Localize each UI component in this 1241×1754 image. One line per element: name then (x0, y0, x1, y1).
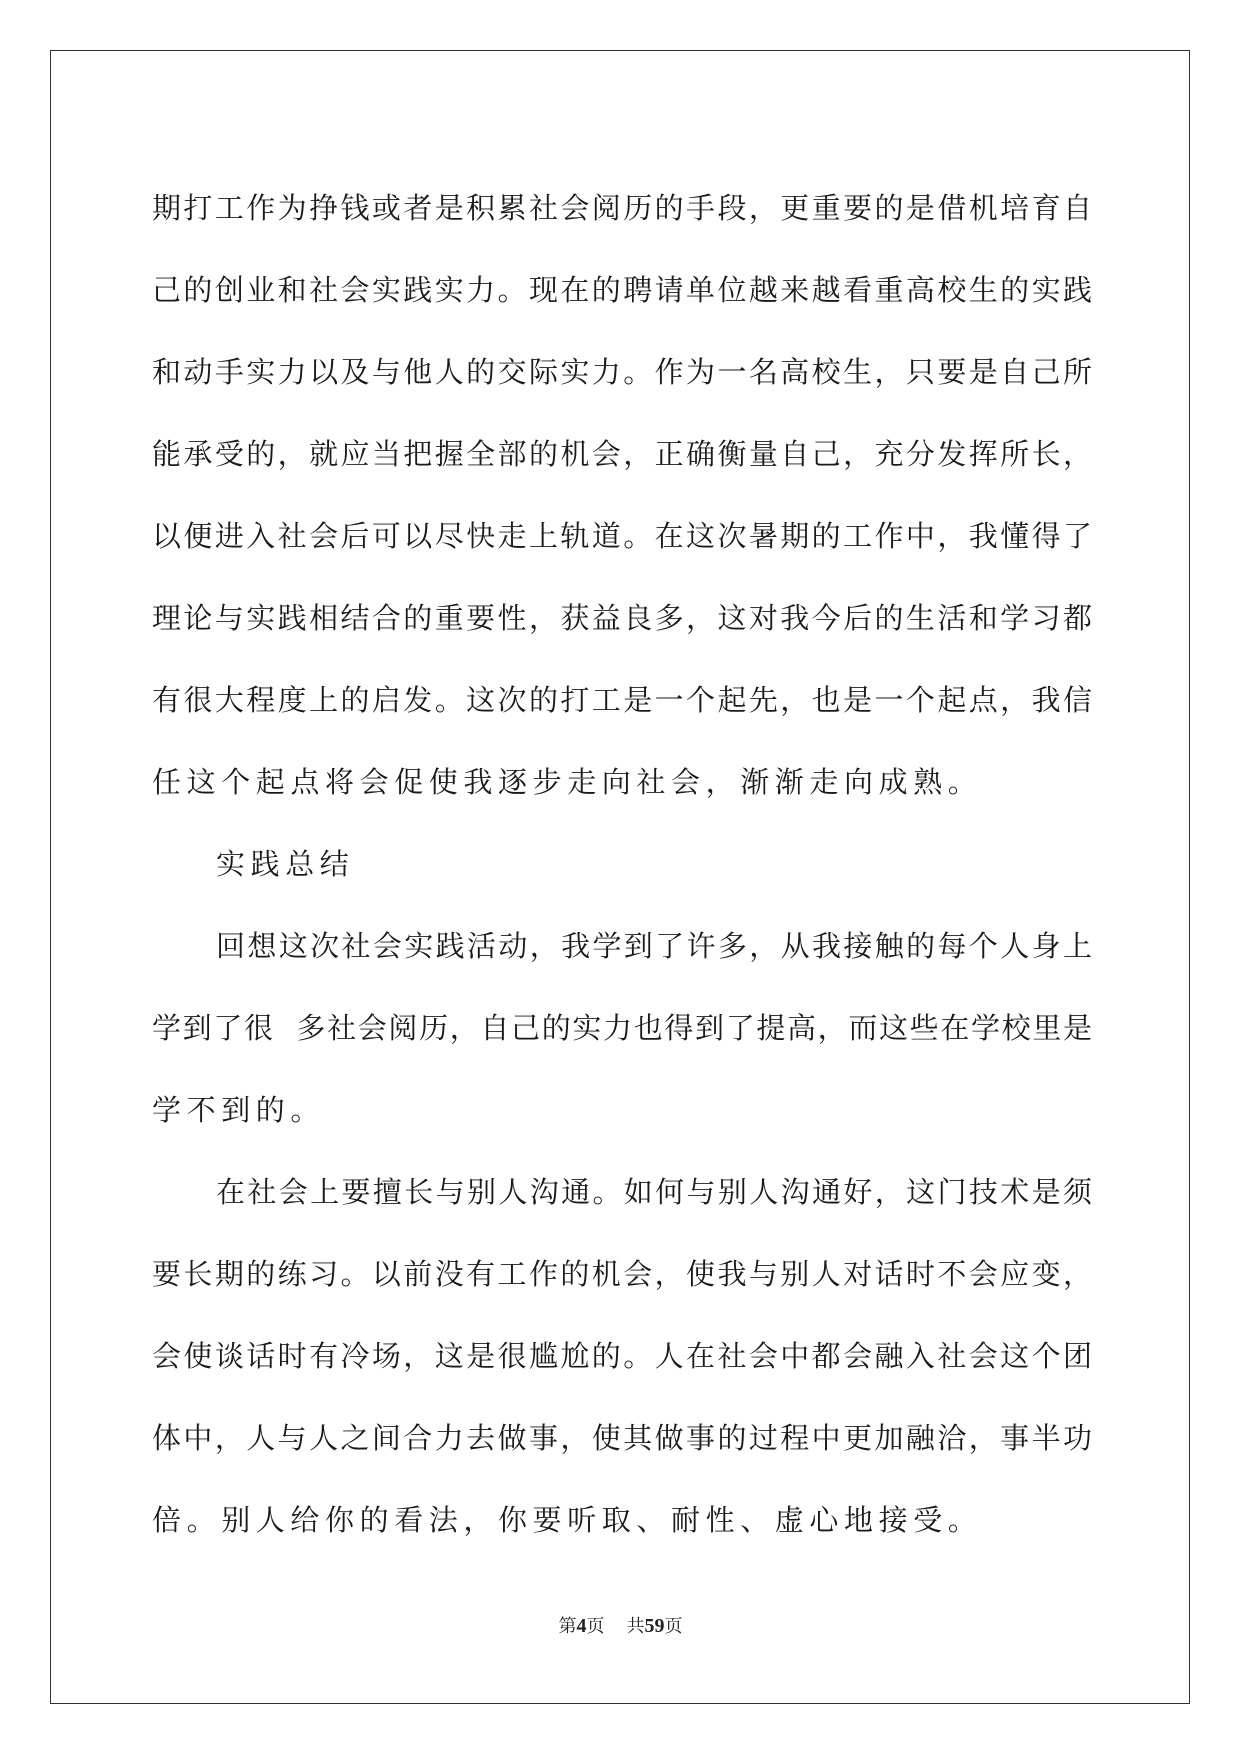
page-suffix: 页 (586, 1616, 605, 1637)
body-line: 学到了很 多社会阅历，自己的实力也得到了提高，而这些在学校里是 (152, 1011, 1092, 1045)
body-line: 任这个起点将会促使我逐步走向社会，渐渐走向成熟。 (152, 765, 983, 799)
document-body (152, 167, 1092, 1561)
body-line: 回想这次社会实践活动，我学到了许多，从我接触的每个人身上 (216, 929, 1092, 963)
body-line: 理论与实践相结合的重要性，获益良多，这对我今后的生活和学习都 (152, 601, 1092, 635)
body-line: 期打工作为挣钱或者是积累社会阅历的手段，更重要的是借机培育自 (152, 191, 1092, 225)
page-footer (0, 1612, 1241, 1638)
body-line: 倍。别人给你的看法，你要听取、耐性、虚心地接受。 (152, 1503, 983, 1537)
total-prefix: 共 (626, 1616, 645, 1637)
body-line: 体中，人与人之间合力去做事，使其做事的过程中更加融洽，事半功 (152, 1421, 1092, 1455)
body-line: 要长期的练习。以前没有工作的机会，使我与别人对话时不会应变， (152, 1257, 1092, 1291)
body-line: 和动手实力以及与他人的交际实力。作为一名高校生，只要是自己所 (152, 355, 1092, 389)
body-line: 以便进入社会后可以尽快走上轨道。在这次暑期的工作中，我懂得了 (152, 519, 1092, 553)
body-line: 有很大程度上的启发。这次的打工是一个起先，也是一个起点，我信 (152, 683, 1092, 717)
page-prefix: 第 (558, 1616, 577, 1637)
section-heading: 实践总结 (216, 847, 355, 881)
body-line: 己的创业和社会实践实力。现在的聘请单位越来越看重高校生的实践 (152, 273, 1092, 307)
body-line: 学不到的。 (152, 1093, 326, 1127)
body-line: 能承受的，就应当把握全部的机会，正确衡量自己，充分发挥所长， (152, 437, 1092, 471)
body-line: 在社会上要擅长与别人沟通。如何与别人沟通好，这门技术是须 (216, 1175, 1092, 1209)
body-line: 会使谈话时有冷场，这是很尴尬的。人在社会中都会融入社会这个团 (152, 1339, 1092, 1373)
total-pages: 59 (644, 1615, 665, 1637)
total-suffix: 页 (664, 1616, 683, 1637)
page-number: 4 (576, 1615, 587, 1637)
